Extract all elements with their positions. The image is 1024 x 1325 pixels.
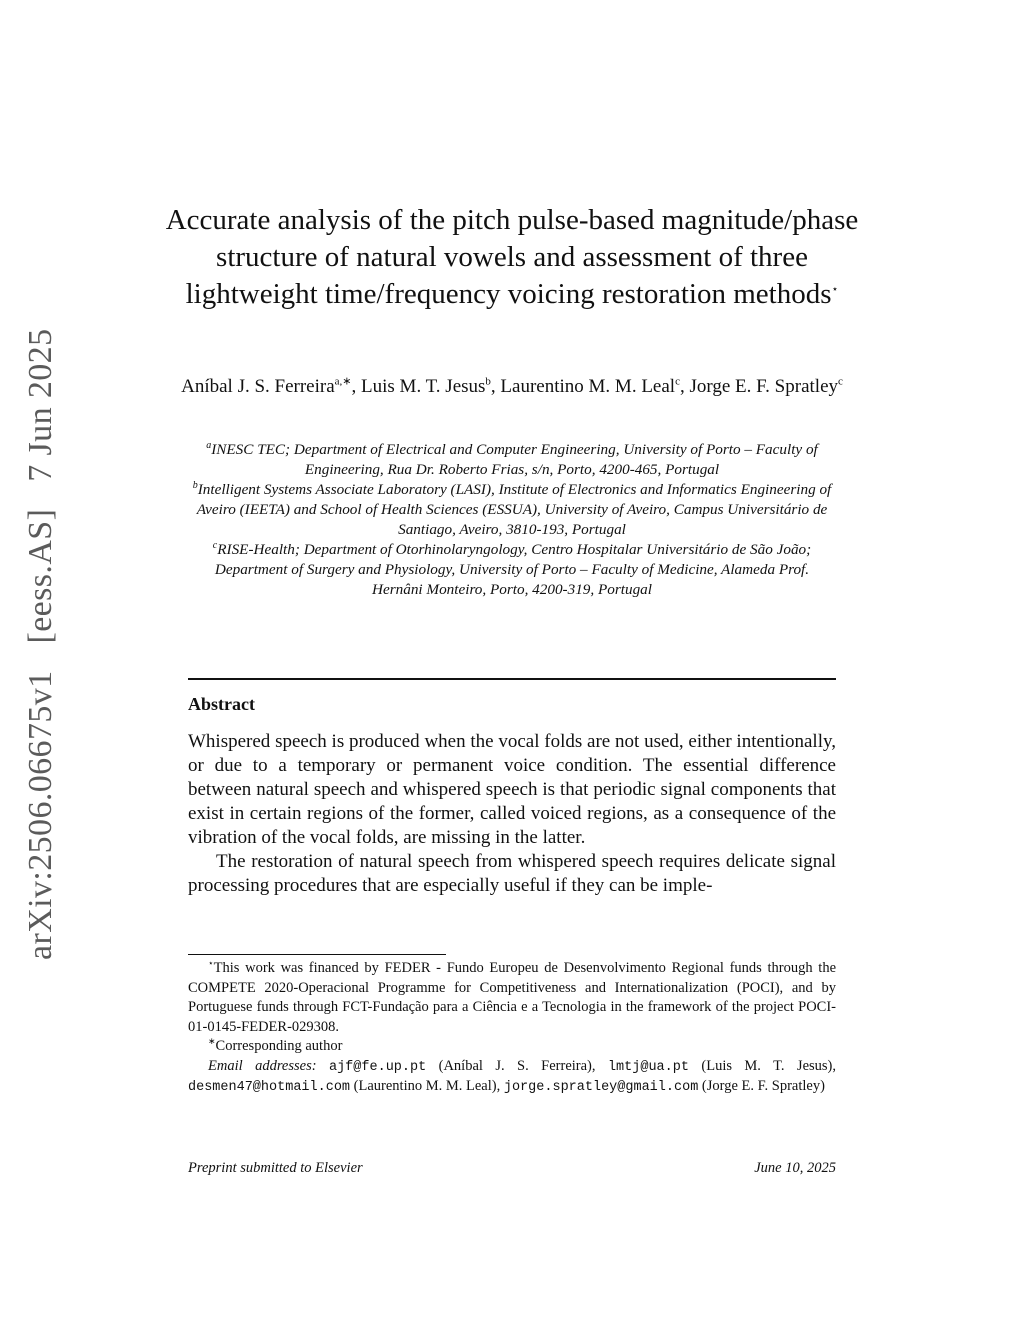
email-footnote: Email addresses: ajf@fe.up.pt (Aníbal J. S. Ferreira), lmtj@ua.pt (Luis M. T. Jesus), desmen47@hotmail.com (Laurentino M. M. Leal), jorge.spratley@gmail.com (Jorge E. F. Spratley) — [188, 1057, 837, 1095]
footnote-rule — [188, 954, 446, 955]
corresponding-footnote: ∗Corresponding author — [208, 1036, 343, 1054]
abstract-heading: Abstract — [188, 694, 255, 714]
footnotes — [188, 959, 836, 1098]
footer-journal: Preprint submitted to Elsevier — [188, 1160, 363, 1176]
abstract-top-rule — [188, 678, 836, 680]
arxiv-category: [eess.AS] — [22, 508, 59, 644]
author: Luis M. T. Jesus$^b$, — [361, 375, 501, 397]
paper-title — [160, 202, 864, 313]
email-label: Email addresses: — [208, 1057, 317, 1074]
author: Laurentino M. M. Leal$^c$, — [500, 375, 690, 397]
email-link[interactable]: jorge.spratley@gmail.com — [503, 1080, 699, 1095]
arxiv-id: arXiv:2506.06675v1 — [22, 670, 59, 960]
author-list — [170, 375, 854, 399]
footer-date: June 10, 2025 — [754, 1160, 836, 1176]
email-link[interactable]: ajf@fe.up.pt — [328, 1059, 427, 1075]
page-footer — [188, 1160, 836, 1177]
title-footnote-mark: ⋆ — [831, 283, 839, 296]
author: Aníbal J. S. Ferreira$^{a,∗}$, — [181, 375, 362, 397]
arxiv-sidebar-stamp — [20, 328, 62, 960]
author: Jorge E. F. Spratley$^c$ — [689, 375, 843, 397]
arxiv-date: 7 Jun 2025 — [22, 328, 59, 482]
affiliations — [188, 440, 836, 600]
abstract-body — [188, 730, 836, 898]
affiliation-b: $^b$Intelligent Systems Associate Laboratory (LASI), Institute of Electronics and Informatics Engineering of Aveiro (IEETA) and School of Health Sciences (ESSUA), University of Aveiro, Campus Universitário de Santiago, Aveiro, 3810-193, Portugal — [192, 479, 832, 538]
affiliation-c: $^c$RISE-Health; Department of Otorhinolaryngology, Centro Hospitalar Universitário de São João; Department of Surgery and Physiology, University of Porto – Faculty of Medicine, Alameda Prof. Hernâni Monteiro, Porto, 4200-319, Portugal — [212, 539, 812, 598]
abstract-paragraph: The restoration of natural speech from whispered speech requires delicate signal processing procedures that are especially useful if they can be imple- — [188, 851, 836, 896]
affiliation-a: $^a$INESC TEC; Department of Electrical and Computer Engineering, University of Porto – Faculty of Engineering, Rua Dr. Roberto Frias, s/n, Porto, 4200-465, Portugal — [206, 439, 818, 478]
title-text: Accurate analysis of the pitch pulse-based magnitude/phase structure of natural vowels and assessment of three lightweight time/frequency voicing restoration methods — [165, 204, 859, 310]
abstract-paragraph: Whispered speech is produced when the vocal folds are not used, either intentionally, or due to a temporary or permanent voice condition. The essential difference between natural speech and whispered speech is that periodic signal components that exist in certain regions of the former, called voiced regions, as a consequence of the vibration of the vocal folds, are missing in the latter. — [188, 731, 836, 848]
email-link[interactable]: desmen47@hotmail.com — [188, 1080, 351, 1095]
funding-footnote: ⋆This work was financed by FEDER - Fundo Europeu de Desenvolvimento Regional funds through the COMPETE 2020-Operacional Programme for Competitiveness and Internationalization (POCI), and by Portuguese funds through FCT-Fundação para a Ciência e a Tecnologia in the framework of the project POCI-01-0145-FEDER-029308. — [188, 958, 836, 1035]
email-link[interactable]: lmtj@ua.pt — [607, 1059, 689, 1075]
